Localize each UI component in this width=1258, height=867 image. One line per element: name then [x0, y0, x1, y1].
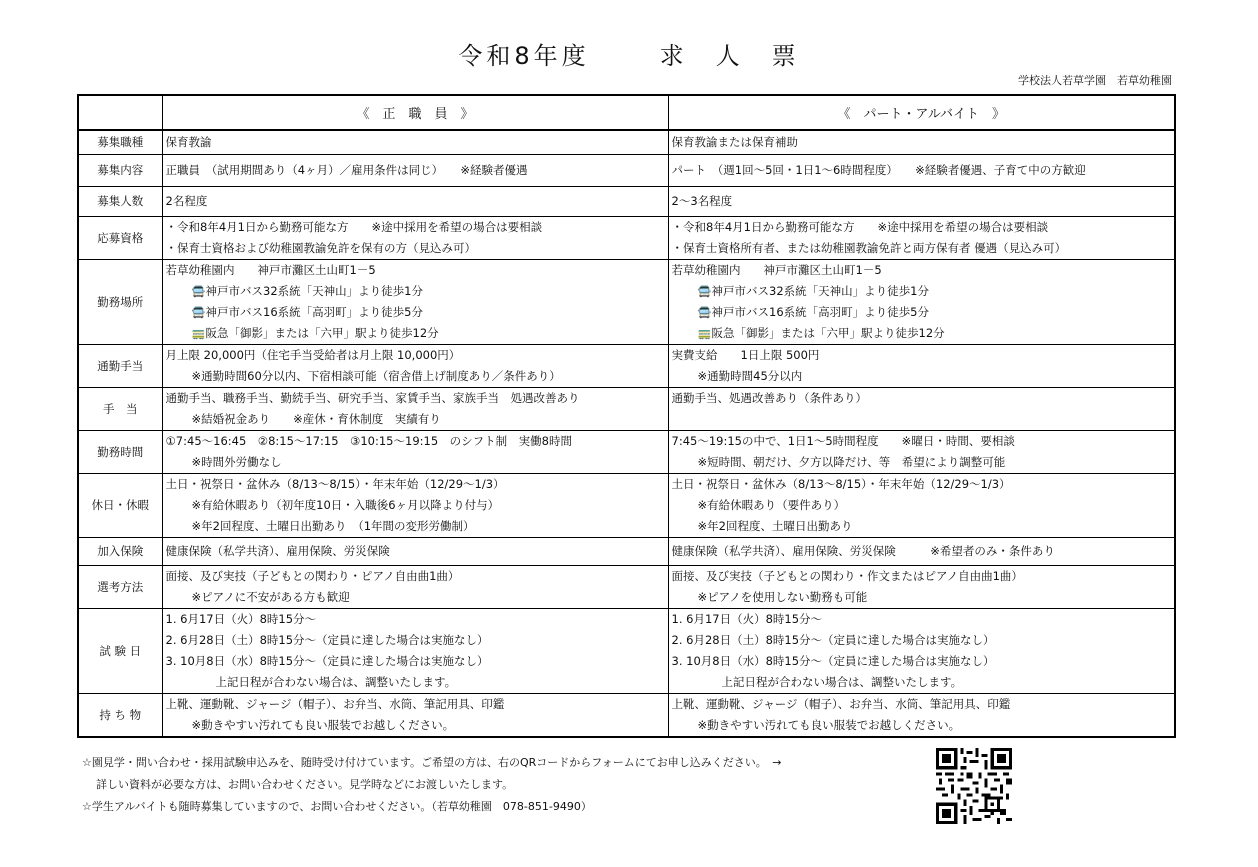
- full-selection-method: [162, 565, 668, 608]
- footer-line-inquiry: ☆園見学・問い合わせ・採用試験申込みを、随時受け付けています。ご希望の方は、右のQRコードからフォームにてお申し込みください。 →: [82, 756, 782, 769]
- row-allowances: [78, 387, 1175, 430]
- cell-line: [672, 281, 1172, 302]
- cell-line: ※有給休暇あり（要件あり）: [697, 497, 846, 512]
- part-details: [668, 154, 1175, 186]
- cell-line: 健康保険（私学共済）、雇用保険、労災保険 ※希望者のみ・条件あり: [671, 543, 1055, 558]
- bus-icon: 🚍: [191, 284, 206, 298]
- cell-line: ※短時間、朝だけ、夕方以降だけ、等 希望により調整可能: [697, 454, 1006, 469]
- row-label: 試 験 日: [78, 608, 162, 693]
- cell-line: 2. 6月28日（土）8時15分～（定員に達した場合は実施なし）: [671, 632, 995, 647]
- cell-line: ※有給休暇あり（初年度10日・入職後6ヶ月以降より付与）: [191, 497, 500, 512]
- cell-line: ※動きやすい汚れても良い服装でお越しください。: [697, 717, 961, 732]
- full-headcount: [162, 186, 668, 216]
- row-insurance: [78, 537, 1175, 565]
- title-year: 令和8年度: [458, 42, 590, 70]
- cell-line: 上靴、運動靴、ジャージ（帽子）、お弁当、水筒、筆記用具、印鑑: [165, 696, 505, 711]
- cell-line: パート （週1回～5回・1日1～6時間程度） ※経験者優遇、子育て中の方歓迎: [671, 162, 1086, 177]
- full-details: [162, 154, 668, 186]
- recruitment-table: [77, 94, 1176, 738]
- bus-icon: 🚍: [697, 305, 712, 319]
- cell-line: 健康保険（私学共済）、雇用保険、労災保険: [165, 543, 390, 558]
- cell-line: 通勤手当、職務手当、勤続手当、研究手当、家賃手当、家族手当 処遇改善あり: [165, 390, 580, 405]
- cell-line: 2. 6月28日（土）8時15分～（定員に達した場合は実施なし）: [165, 632, 489, 647]
- row-label: 勤務時間: [78, 430, 162, 473]
- cell-line: 2名程度: [165, 193, 208, 208]
- cell-line: 7:45～19:15の中で、1日1～5時間程度 ※曜日・時間、要相談: [671, 433, 1015, 448]
- cell-line: [166, 302, 665, 323]
- cell-line: 3. 10月8日（水）8時15分～（定員に達した場合は実施なし）: [165, 653, 489, 668]
- row-job-type: [78, 130, 1175, 154]
- title-main: 求 人 票: [659, 42, 800, 70]
- footer-line-materials: 詳しい資料が必要な方は、お問い合わせください。見学時などにお渡しいたします。: [96, 778, 514, 791]
- cell-line: 若草幼稚園内 神戸市灘区土山町1－5: [671, 262, 882, 277]
- bus-icon: 🚍: [191, 305, 206, 319]
- qr-code-icon[interactable]: [936, 748, 1012, 824]
- part-insurance: [668, 537, 1175, 565]
- cell-line: ・令和8年4月1日から勤務可能な方 ※途中採用を希望の場合は要相談: [671, 219, 1049, 234]
- cell-line: 通勤手当、処遇改善あり（条件あり）: [671, 390, 867, 405]
- row-details: [78, 154, 1175, 186]
- full-commute-allowance: [162, 344, 668, 387]
- cell-line: ・保育士資格所有者、または幼稚園教諭免許と両方保有者 優遇（見込み可）: [671, 240, 1067, 255]
- part-work-hours: [668, 430, 1175, 473]
- part-headcount: [668, 186, 1175, 216]
- cell-line: [672, 323, 1172, 344]
- cell-line: 上記日程が合わない場合は、調整いたします。: [215, 674, 457, 689]
- row-qualifications: [78, 216, 1175, 259]
- cell-line: [166, 323, 665, 344]
- part-qualifications: [668, 216, 1175, 259]
- row-exam-dates: [78, 608, 1175, 693]
- header-part-time: 《 パート・アルバイト 》: [668, 95, 1175, 130]
- row-label: 募集職種: [78, 130, 162, 154]
- cell-line: [672, 302, 1172, 323]
- cell-line: 3. 10月8日（水）8時15分～（定員に達した場合は実施なし）: [671, 653, 995, 668]
- train-icon: 🚃: [191, 326, 206, 340]
- cell-line: 面接、及び実技（子どもとの関わり・作文またはピアノ自由曲1曲）: [671, 568, 1023, 583]
- part-commute-allowance: [668, 344, 1175, 387]
- cell-line: ※動きやすい汚れても良い服装でお越しください。: [191, 717, 455, 732]
- cell-line: [166, 281, 665, 302]
- row-label: 持 ち 物: [78, 693, 162, 737]
- cell-line: ・令和8年4月1日から勤務可能な方 ※途中採用を希望の場合は要相談: [165, 219, 543, 234]
- cell-line: 上靴、運動靴、ジャージ（帽子）、お弁当、水筒、筆記用具、印鑑: [671, 696, 1011, 711]
- row-label: 手 当: [78, 387, 162, 430]
- cell-line: 月上限 20,000円（住宅手当受給者は月上限 10,000円）: [165, 347, 461, 362]
- row-label: 休日・休暇: [78, 473, 162, 537]
- cell-line: 正職員 （試用期間あり（4ヶ月）／雇用条件は同じ） ※経験者優遇: [165, 162, 528, 177]
- full-belongings: [162, 693, 668, 737]
- part-holidays: [668, 473, 1175, 537]
- full-qualifications: [162, 216, 668, 259]
- cell-text: 神戸市バス32系統「天神山」より徒歩1分: [205, 283, 423, 298]
- cell-line: ①7:45～16:45 ②8:15～17:15 ③10:15～19:15 のシフト制 実働8時間: [165, 433, 572, 448]
- cell-line: ※通勤時間45分以内: [697, 368, 803, 383]
- footer-notes: [82, 752, 781, 818]
- row-headcount: [78, 186, 1175, 216]
- cell-line: ※年2回程度、土曜日出勤あり （1年間の変形労働制）: [191, 518, 475, 533]
- part-belongings: [668, 693, 1175, 737]
- organization-name: 学校法人若草学園 若草幼稚園: [1018, 74, 1172, 87]
- row-label: 募集内容: [78, 154, 162, 186]
- row-label: 応募資格: [78, 216, 162, 259]
- header-corner: [78, 95, 162, 130]
- cell-line: 若草幼稚園内 神戸市灘区土山町1－5: [165, 262, 376, 277]
- cell-line: ※時間外労働なし: [191, 454, 282, 469]
- cell-text: 阪急「御影」または「六甲」駅より徒歩12分: [205, 325, 439, 340]
- cell-line: ※結婚祝金あり ※産休・育休制度 実績有り: [191, 411, 441, 426]
- cell-text: 神戸市バス16系統「高羽町」より徒歩5分: [711, 304, 929, 319]
- part-selection-method: [668, 565, 1175, 608]
- row-commute-allowance: [78, 344, 1175, 387]
- cell-line: 2～3名程度: [671, 193, 733, 208]
- row-selection-method: [78, 565, 1175, 608]
- row-holidays: [78, 473, 1175, 537]
- full-holidays: [162, 473, 668, 537]
- bus-icon: 🚍: [697, 284, 712, 298]
- row-label: 募集人数: [78, 186, 162, 216]
- row-label: 選考方法: [78, 565, 162, 608]
- cell-line: 実費支給 1日上限 500円: [671, 347, 820, 362]
- cell-line: ・保育士資格および幼稚園教諭免許を保有の方（見込み可）: [165, 240, 476, 255]
- row-work-hours: [78, 430, 1175, 473]
- row-belongings: [78, 693, 1175, 737]
- cell-text: 阪急「御影」または「六甲」駅より徒歩12分: [711, 325, 945, 340]
- full-workplace: [162, 259, 668, 344]
- cell-line: ※通勤時間60分以内、下宿相談可能（宿舎借上げ制度あり／条件あり）: [191, 368, 561, 383]
- footer-line-student-parttime: ☆学生アルバイトも随時募集していますので、お問い合わせください。（若草幼稚園 078-851-9490）: [82, 800, 592, 813]
- cell-line: 1. 6月17日（火）8時15分～: [671, 611, 823, 626]
- row-workplace: [78, 259, 1175, 344]
- cell-line: 上記日程が合わない場合は、調整いたします。: [721, 674, 963, 689]
- full-work-hours: [162, 430, 668, 473]
- header-full-time: 《 正 職 員 》: [162, 95, 668, 130]
- cell-line: ※ピアノに不安がある方も歓迎: [191, 589, 350, 604]
- cell-text: 神戸市バス16系統「高羽町」より徒歩5分: [205, 304, 423, 319]
- row-label: 加入保険: [78, 537, 162, 565]
- part-job-type: [668, 130, 1175, 154]
- table-header-row: [78, 95, 1175, 130]
- full-exam-dates: [162, 608, 668, 693]
- full-allowances: [162, 387, 668, 430]
- cell-line: ※年2回程度、土曜日出勤あり: [697, 518, 853, 533]
- cell-line: 土日・祝祭日・盆休み（8/13～8/15）・年末年始（12/29～1/3）: [165, 476, 505, 491]
- part-allowances: [668, 387, 1175, 430]
- cell-line: 保育教諭: [165, 134, 212, 149]
- cell-line: 土日・祝祭日・盆休み（8/13～8/15）・年末年始（12/29～1/3）: [671, 476, 1011, 491]
- cell-line: 面接、及び実技（子どもとの関わり・ピアノ自由曲1曲）: [165, 568, 460, 583]
- cell-line: ※ピアノを使用しない勤務も可能: [697, 589, 868, 604]
- row-label: 通勤手当: [78, 344, 162, 387]
- full-insurance: [162, 537, 668, 565]
- page-title: [0, 36, 1258, 71]
- full-job-type: [162, 130, 668, 154]
- train-icon: 🚃: [697, 326, 712, 340]
- cell-line: 1. 6月17日（火）8時15分～: [165, 611, 317, 626]
- part-workplace: [668, 259, 1175, 344]
- part-exam-dates: [668, 608, 1175, 693]
- row-label: 勤務場所: [78, 259, 162, 344]
- cell-line: 保育教諭または保育補助: [671, 134, 798, 149]
- cell-text: 神戸市バス32系統「天神山」より徒歩1分: [711, 283, 929, 298]
